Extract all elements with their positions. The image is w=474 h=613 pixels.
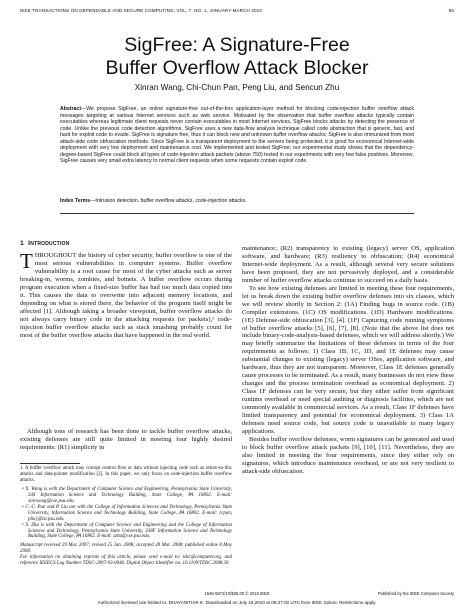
abstract-text: —We propose SigFree, an online signature-free out-of-the-box application-layer method for blocking code-injection buffer overflow attack messages targeting at various Internet services such as web service. Motivated by the observation that buffer overflow attacks typically contain executables whereas legitimate client requests never contain executables in most Internet services, SigFree blocks attacks by detecting the presence of code. Unlike the previous code detection algorithms, SigFree uses a new data-flow analysis technique called code abstraction that is generic, fast, and hard for exploit code to evade. SigFree is signature free, thus it can block new and unknown buffer overflow attacks; SigFree is also immunized from most attack-side code obfuscation methods. Since SigFree is a transparent deployment to the servers being protected, it is good for economical Internet-wide deployment with very low deployment and maintenance cost. We implemented and tested SigFree; our experimental study shows that the dependency-degree-based SigFree could block all types of code-injection attack packets (above 750) tested in our experiments with very few false positives. Moreover, SigFree causes very small extra latency to normal client requests when some requests contain exploit code.: [60, 106, 414, 165]
footnote-1: 1. A buffer overflow attack may corrupt control flow or data without injecting code such as return-to-libc attacks and data-pointer modification [2]. In this paper, we only focus on code-injection buffer overflow attacks.: [20, 466, 232, 483]
abstract: [60, 106, 414, 165]
intro-lead-word: HROUGHOUT: [34, 252, 77, 259]
copyright-bar: [20, 591, 454, 597]
affiliation-wang-text: X. Wang is with the Department of Computer Science and Engineering, Pennsylvania State University, 344 Information Science and Technology Building, State College, PA 16802. E-mail: xinrwang@cse.psu.edu.: [25, 486, 232, 504]
abstract-label: Abstract: [60, 106, 82, 112]
index-terms-text: —Intrusion detection, buffer overflow attacks, code-injection attacks.: [90, 198, 247, 204]
journal-header: IEEE TRANSACTIONS ON DEPENDABLE AND SECURE COMPUTING, VOL. 7, NO. 1, JANUARY-MARCH 2010: [20, 8, 262, 13]
reprint-info: For information on obtaining reprints of this article, please send e-mail to: tdsc@computer.org, and reference IEEECS Log Number TDSC-2007-03-0046. Digital Object Identifier no. 10.1109/TDSC.2008.30.: [20, 555, 232, 567]
paper-title: [0, 34, 474, 80]
title-line-1: SigFree: A Signature-Free: [124, 34, 350, 56]
footnote-divider: [20, 463, 80, 464]
section-title: Introduction: [28, 240, 70, 247]
page-number: 65: [448, 8, 454, 13]
drop-cap: T: [20, 249, 33, 273]
running-header: [20, 8, 454, 18]
issn-copyright: 1545-5971/10/$26.00 © 2010 IEEE: [204, 591, 270, 596]
intro-paragraph-2: Although tons of research has been done to tackle buffer overflow attacks, existing defenses are still quite limited in meeting four highly desired requirements: (R1) simplicity in: [20, 428, 232, 451]
index-terms: [60, 198, 414, 205]
affiliation-pan-liu: • C.-C. Pan and P. Liu are with the College of Information Sciences and Technology, Pennsylvania State University, Information Science and Technology Building, State College, PA 16802. E-mail: {cpan, pliu}@ist.psu.edu.: [22, 504, 233, 522]
author-list: Xinran Wang, Chi-Chun Pan, Peng Liu, and Sencun Zhu: [134, 83, 340, 92]
index-terms-label: Index Terms: [60, 198, 91, 204]
affiliation-zhu-text: S. Zhu is with the Department of Computer Science and Engineering and the College of Information Sciences and Technology, Pennsylvania State University, 338F Information Science and Technology Building, State College, PA 16802. E-mail: szhu@cse.psu.edu.: [25, 522, 232, 540]
affiliation-wang: • X. Wang is with the Department of Computer Science and Engineering, Pennsylvania State University, 344 Information Science and Technology Building, State College, PA 16802. E-mail: xinrwang@cse.psu.edu.: [22, 486, 232, 504]
abstract-divider: [60, 213, 414, 214]
right-para-2: To see how existing defenses are limited in meeting these four requirements, let us break down the existing buffer overflow defenses into six classes, which we will review shortly in Section 2: (1A) Finding bugs in source code. (1B) Compiler extensions. (1C) OS modifications. (1D) Hardware modifications. (1E) Defense-side obfuscation [3], [4]. (1F) Capturing code running symptoms of buffer overflow attacks [5], [6], [7], [8]. (Note that the above list does not include binary-code-analysis-based defenses, which we will address shortly.) We may briefly summarize the limitations of these defenses in terms of the four requirements as follows: 1) Class 1B, 1C, 1D, and 1E defenses may cause substantial changes to existing (legacy) server OSes, application software, and hardware, thus they are not transparent. Moreover, Class 1E defenses generally cause processes to be terminated. As a result, many businesses do not view these changes and the process termination overhead as economical deployment. 2) Class 1F defenses can be very secure, but they either suffer from significant runtime overhead or need special auditing or diagnosis facilities, which are not commonly available in commercial services. As a result, Class 1F defenses have limited transparency and potential for economical deployment. 3) Class 1A defenses need source code, but source code is unavailable to many legacy applications.: [242, 284, 454, 435]
footnotes: [20, 466, 232, 567]
publisher-line: Published by the IEEE Computer Society: [377, 591, 454, 596]
right-para-1: maintenance; (R2) transparency to existing (legacy) server OS, application software, and hardware; (R3) resiliency to obfuscation; (R4) economical Internet-wide deployment. As a result, although several very secure solutions have been proposed, they are not pervasively deployed, and a considerable number of buffer overflow attacks continue to succeed on a daily basis.: [242, 245, 454, 284]
title-line-2: Buffer Overflow Attack Blocker: [105, 57, 369, 79]
section-heading: [20, 240, 69, 247]
intro-para-1-text: the history of cyber security, buffer overflow is one of the most serious vulnerabilities in computer systems. Buffer overflow vulnerability is a root cause for most of the cyber attacks such as server breaking-in, worms, zombies, and botnets. A buffer overflow occurs during program execution when a fixed-size buffer has had too much data copied into it. This causes the data to overwrite into adjacent memory locations, and depending on what is stored there, the behavior of the program itself might be affected [1]. Although taking a broader viewpoint, buffer overflow attacks do not always carry binary code in the attacking requests (or packets),¹ code-injection buffer overflow attacks such as stack smashing probably count for most of the buffer overflow attacks that have happened in the real world.: [20, 252, 232, 339]
affiliation-pan-liu-text: C.-C. Pan and P. Liu are with the College of Information Sciences and Technology, Pennsylvania State University, Information Science and Technology Building, State College, PA 16802. E-mail: {cpan, pliu}@ist.psu.edu.: [25, 504, 233, 522]
intro-paragraph-1: [20, 249, 232, 339]
right-column: [242, 245, 454, 476]
manuscript-dates: Manuscript received 29 Mar. 2007; revised 25 Jan. 2008; accepted 28 Mar. 2008; published online 8 May 2008.: [20, 543, 232, 555]
license-notice: Authorized licensed use limited to: DHAYANITHIK K. Downloaded on July 19,2010 at 08:47:02 UTC from IEEE Xplore. Restrictions apply.: [97, 600, 377, 605]
right-para-3: Besides buffer overflow defenses, worm signatures can be generated and used to block buffer overflow attack packets [9], [10], [11]. Nevertheless, they are also limited in meeting the four requirements, since they either rely on signatures, which introduce maintenance overhead, or are not very resilient to attack-side obfuscation.: [242, 435, 454, 475]
section-number: 1: [20, 240, 24, 247]
affiliation-zhu: • S. Zhu is with the Department of Computer Science and Engineering and the College of Information Sciences and Technology, Pennsylvania State University, 338F Information Science and Technology Building, State College, PA 16802. E-mail: szhu@cse.psu.edu.: [22, 522, 232, 540]
